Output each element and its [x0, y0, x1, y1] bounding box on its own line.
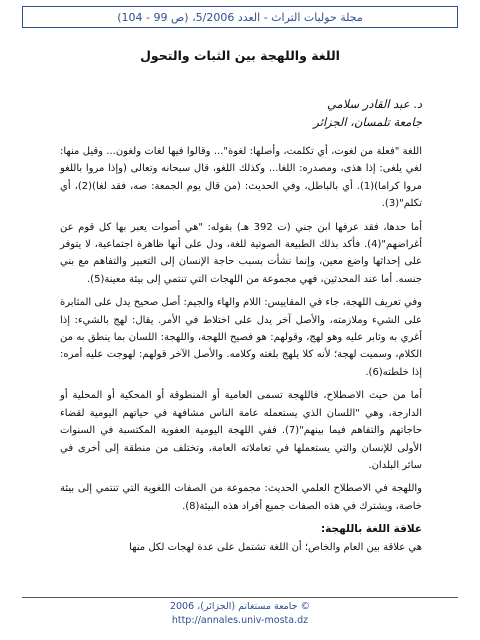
journal-citation: مجلة حوليات التراث - العدد 5/2006، (ص 99 - 104) — [117, 10, 363, 24]
journal-header — [22, 6, 458, 28]
author-affiliation: جامعة تلمسان، الجزائر — [313, 115, 422, 129]
footer-url-link[interactable]: http://annales.univ-mosta.dz — [171, 615, 309, 626]
article-body — [60, 143, 422, 562]
author-block — [122, 95, 422, 131]
paragraph: أما حدها، فقد عرفها ابن جني (ت 392 هـ) بقوله: "هي أصوات يعبر بها كل قوم عن أغراضهم"(4). فأكد بذلك الطبيعة الصوتية للغة، ودل على أنها ظاهرة اجتماعية، لا يتوفر على إحداثها واضع معين، وإنما نشأت بسبب حاجة الإنسان إلى التعبير والتفاهم مع بني جنسه. أما عند المحدثين، فهي مجموعة من اللهجات التي تنتمي إلى بيئة معينة(5). — [60, 221, 422, 285]
paragraph: هي علاقة بين العام والخاص؛ أن اللغة تشتمل على عدة لهجات لكل منها — [129, 541, 422, 553]
article-title: اللغة واللهجة بين الثبات والتحول — [140, 48, 340, 63]
copyright-notice: © جامعة مستغانم (الجزائر)، 2006 — [169, 601, 311, 612]
paragraph: اللغة "فعلة من لغوت، أي تكلمت، وأصلها: لغوة"... وقالوا فيها لغات ولغون... وقيل منها: لغي يلغى: إذا هذى، ومصدره: اللغا... وكذلك اللغو، قال سبحانه وتعالى (وإذا مروا باللغو مروا كراما)(1). أي بالباطل، وفي الحديث: (من قال يوم الجمعة: صه، فقد لغا)(2)، أي تكلم"(3). — [60, 146, 422, 210]
section-heading: علاقة اللغة باللهجة: — [320, 523, 422, 536]
paragraph: أما من حيث الاصطلاح، فاللهجة تسمى العامية أو المنطوقة أو المحكية أو المحلية أو الدارجة، وهي "اللسان الذي يستعمله عامة الناس مشافهة في حياتهم اليومية لقضاء حاجاتهم والتفاهم فيما بينهم"(7). ففي اللهجة اليومية العفوية المكتسبة في السنوات الأولى للإنسان والتي يستعملها في تعاملاته العامة، وتختلف من منطقة إلى أخرى في سائر البلدان. — [60, 390, 422, 471]
footer-divider — [22, 597, 458, 598]
page-footer — [40, 600, 440, 628]
author-name: د. عبد القادر سلامي — [326, 97, 422, 111]
paragraph: وفي تعريف اللهجة، جاء في المقاييس: اللام والهاء والجيم: أصل صحيح يدل على المثابرة على الشيء وملازمته، والأصل آخر يدل على اختلاط في الأمر. يقال: لهج بالشيء: إذا أغري به وثابر عليه وهو لهج، وقولهم: هو فصيح اللهجة، واللهجة: اللسان بما ينطق به من الكلام، وسميت لهجة؛ لأنه كلا يلهج بلغته وكلامه. والأصل الآخر قولهم: لهوجت عليه أمره: إذا خلطته(6). — [60, 297, 422, 378]
paragraph: واللهجة في الاصطلاح العلمي الحديث: مجموعة من الصفات اللغوية التي تنتمي إلى بيئة خاصة، ويشترك في هذه الصفات جميع أفراد هذه البيئة(8). — [60, 483, 422, 512]
